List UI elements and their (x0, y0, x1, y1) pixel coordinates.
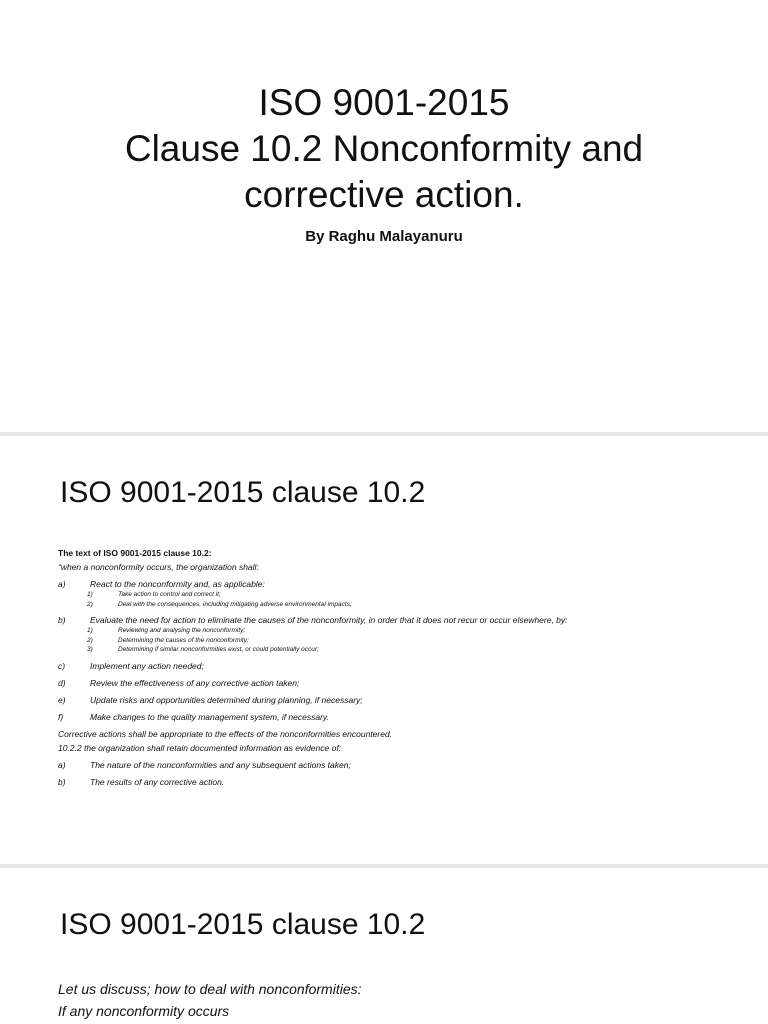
sub-list-item (87, 626, 738, 636)
sub-list-text: Reviewing and analysing the nonconformity; (118, 627, 246, 634)
author-byline: By Raghu Malayanuru (305, 228, 463, 245)
list-item (58, 579, 738, 590)
sub-list-text: Determining the causes of the nonconformity; (118, 636, 249, 644)
list-text: Review the effectiveness of any corrective action taken; (90, 677, 300, 688)
clause-intro: The text of ISO 9001-2015 clause 10.2: (58, 548, 212, 558)
presentation-title (0, 80, 768, 218)
sub-list-number: 1) (87, 591, 93, 598)
list-letter: b) (58, 776, 66, 787)
sub-list-item (87, 600, 738, 610)
list-text: The results of any corrective action. (90, 776, 225, 787)
sub-list-item (87, 645, 738, 655)
sub-list-number: 3) (87, 646, 93, 653)
list-item (58, 760, 738, 771)
list-letter: c) (58, 660, 66, 671)
list-text: Update risks and opportunities determined during planning, if necessary; (90, 694, 363, 705)
discussion-line: If any nonconformity occurs (58, 1003, 230, 1019)
slide-heading: ISO 9001-2015 clause 10.2 (60, 476, 426, 509)
list-item (58, 678, 738, 689)
discussion-line: Let us discuss; how to deal with nonconformities: (58, 981, 362, 997)
list-text: Make changes to the quality management system, if necessary. (90, 711, 329, 722)
sub-list-number: 1) (87, 627, 93, 634)
sub-list-item (87, 636, 738, 646)
list-item (58, 661, 738, 672)
list-letter: a) (58, 759, 66, 770)
sub-list-number: 2) (87, 600, 93, 608)
sub-list-number: 2) (87, 636, 93, 644)
sub-list-text: Take action to control and correct it; (118, 591, 221, 598)
list-item (58, 695, 738, 706)
sub-list-text: Determining if similar nonconformities exist, or could potentially occur; (118, 646, 319, 653)
list-text: Evaluate the need for action to eliminate the causes of the nonconformity, in order that it does not recur or occur elsewhere, by: (90, 615, 568, 625)
list-text: The nature of the nonconformities and any subsequent actions taken; (90, 759, 351, 770)
clause-quote-open: “when a nonconformity occurs, the organization shall: (58, 562, 259, 572)
list-letter: e) (58, 694, 66, 705)
list-text: React to the nonconformity and, as applicable: (90, 579, 265, 589)
list-item (58, 615, 738, 626)
list-letter: b) (58, 615, 66, 625)
list-letter: d) (58, 677, 66, 688)
list-letter: f) (58, 711, 64, 722)
list-text: Implement any action needed; (90, 660, 204, 671)
slide-heading: ISO 9001-2015 clause 10.2 (60, 908, 426, 941)
list-letter: a) (58, 579, 66, 589)
clause-text-slide (0, 436, 768, 864)
evidence-intro: 10.2.2 the organization shall retain documented information as evidence of: (58, 742, 342, 753)
discussion-slide (0, 868, 768, 1024)
closing-statement: Corrective actions shall be appropriate to the effects of the nonconformities encountered. (58, 728, 393, 739)
title-line: corrective action. (244, 174, 524, 215)
sub-list-item (87, 590, 738, 600)
list-item (58, 777, 738, 788)
title-line: Clause 10.2 Nonconformity and (124, 128, 644, 169)
discussion-text (58, 978, 362, 1022)
clause-body (58, 548, 738, 788)
title-slide (0, 0, 768, 432)
title-line: ISO 9001-2015 (258, 82, 510, 123)
list-item (58, 712, 738, 723)
sub-list-text: Deal with the consequences, including mitigating adverse environmental impacts; (118, 600, 352, 608)
